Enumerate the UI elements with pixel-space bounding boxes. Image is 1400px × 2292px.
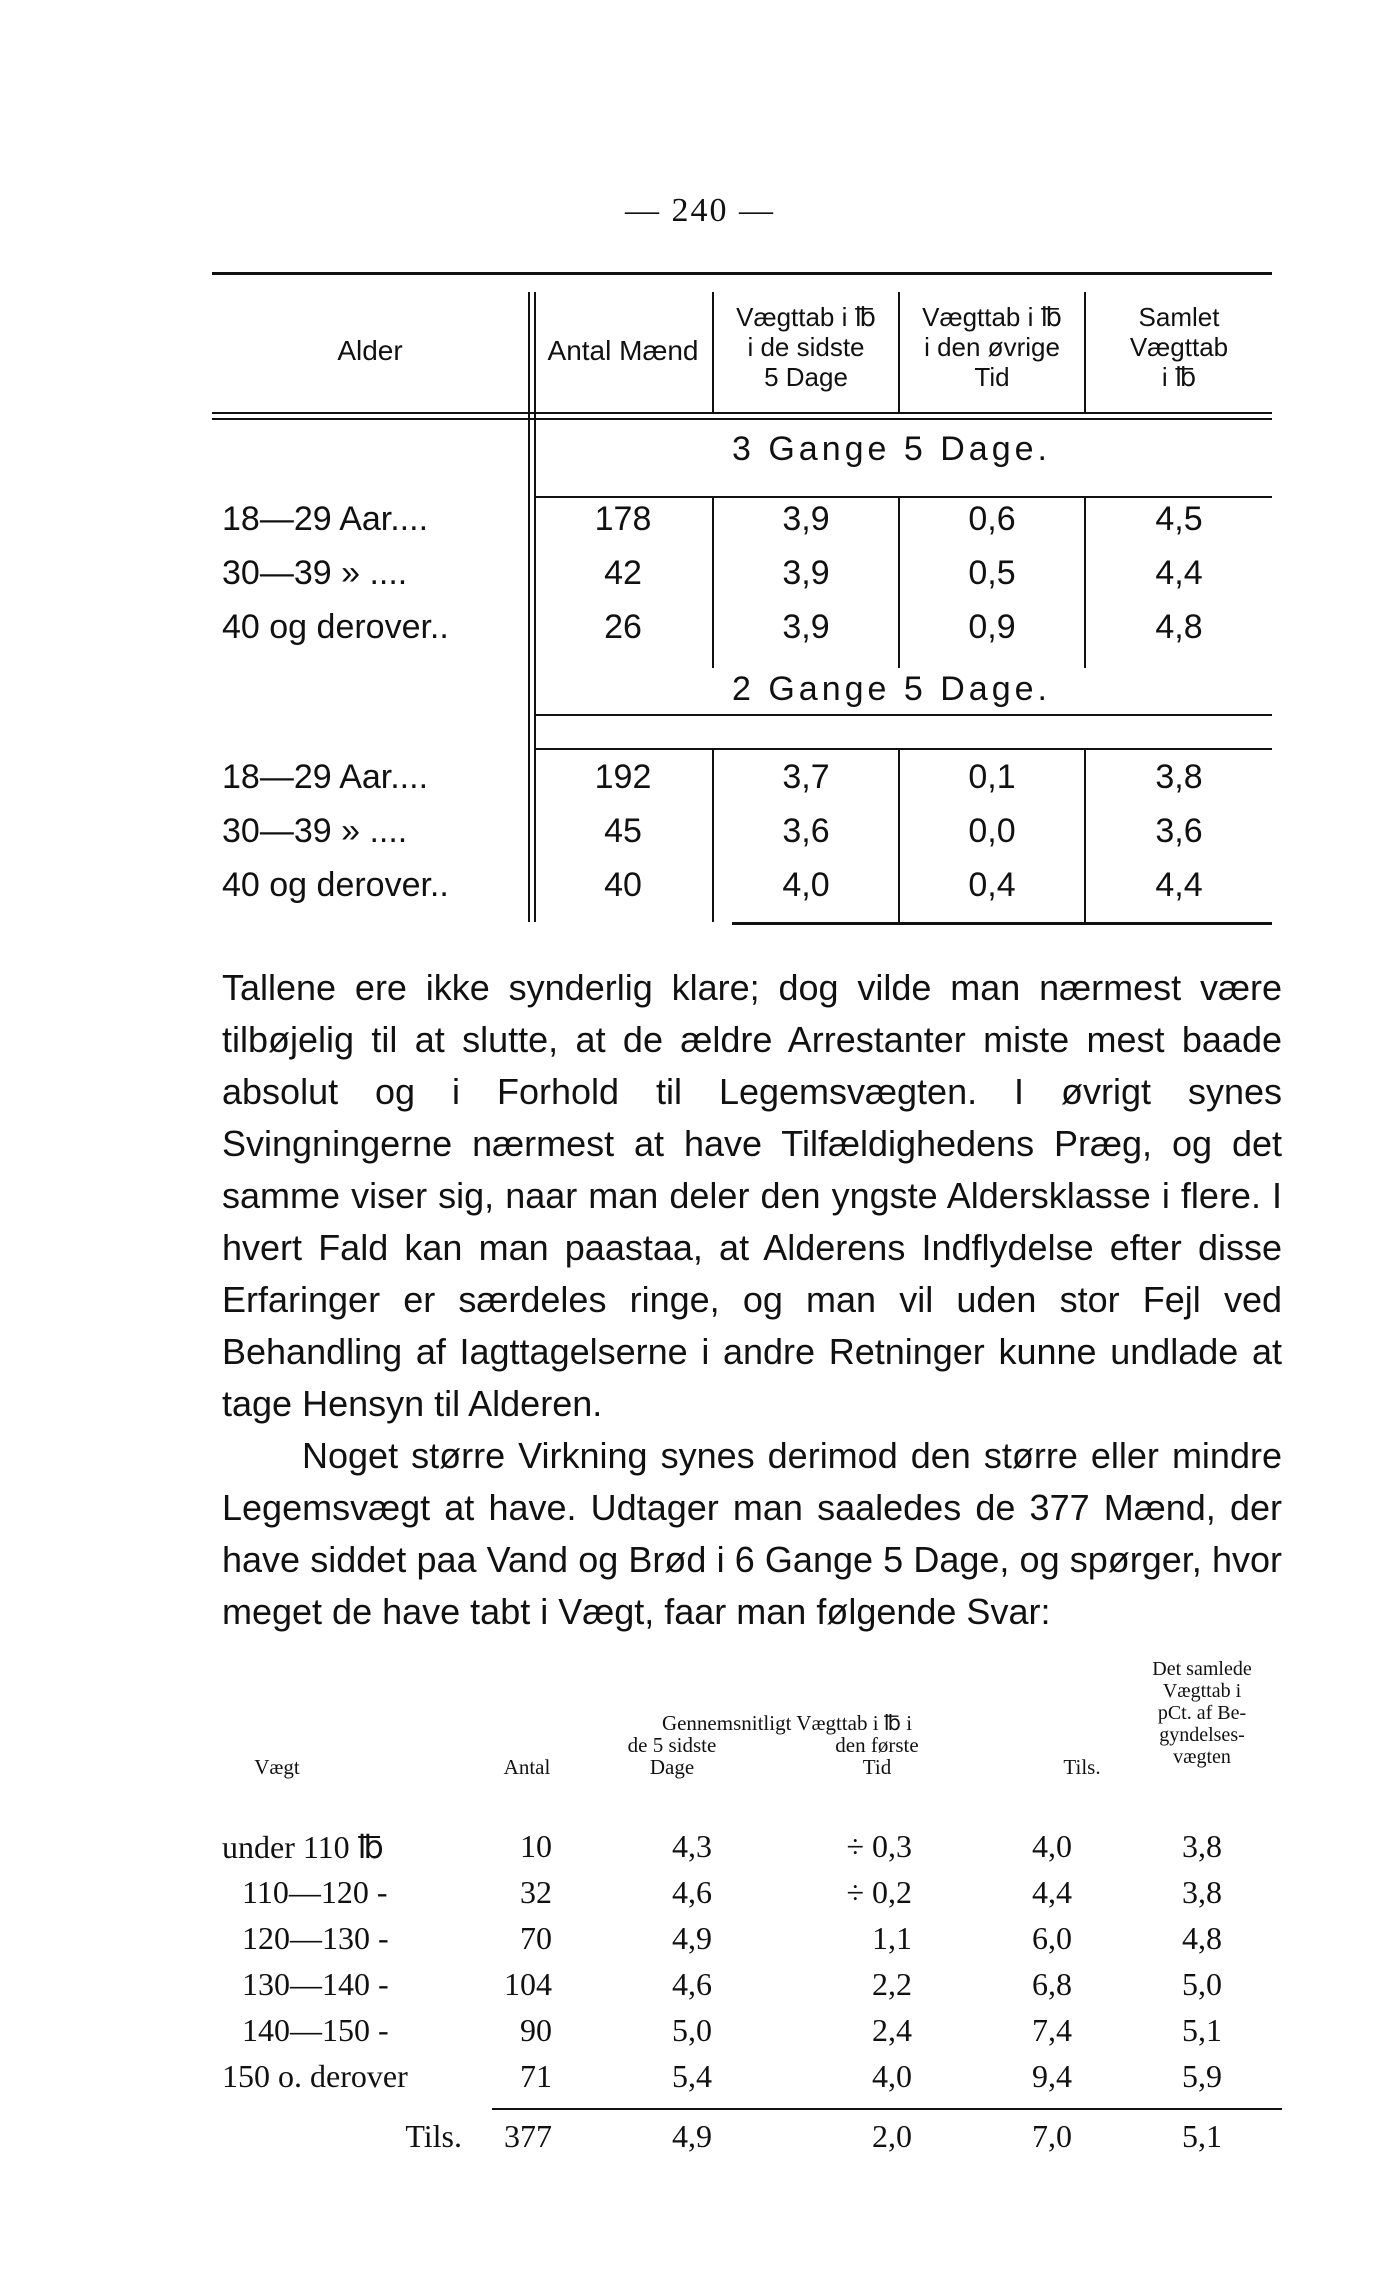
paragraph-2: Noget større Virkning synes derimod den større eller mindre Legemsvægt at have. Udtager man saaledes de 377 Mænd, der have siddet paa Vand og Brød i 6 Gange 5 Dage, og spørger, hvor meget de have tabt i Vægt, faar man følgende Svar: <box>222 1435 1282 1632</box>
loss-rest-cell: 0,5 <box>968 554 1016 592</box>
group-rule <box>534 714 1272 716</box>
header-first-time: den første Tid <box>835 1733 919 1779</box>
total-cell: 4,4 <box>1155 554 1203 592</box>
total-cell: 6,8 <box>1032 1966 1072 2002</box>
total-cell: 9,4 <box>1032 2058 1072 2094</box>
count-cell: 192 <box>594 758 652 796</box>
header-total: Samlet Vægttab i ℔ <box>1129 302 1229 392</box>
last-cell: 4,3 <box>672 1828 712 1864</box>
pct-cell: 5,0 <box>1182 1966 1222 2002</box>
count-cell: 42 <box>604 554 642 592</box>
table-top-rule <box>212 272 1272 275</box>
age-cell: 40 og derover.. <box>222 608 449 646</box>
first-cell: 2,4 <box>872 2012 912 2048</box>
last-cell: 4,6 <box>672 1874 712 1910</box>
first-cell: ÷ 0,3 <box>846 1828 912 1864</box>
pct-cell: 5,9 <box>1182 2058 1222 2094</box>
count-cell: 178 <box>594 500 652 538</box>
group-title: 2 Gange 5 Dage. <box>732 670 1051 708</box>
weight-cell: 110—120 - <box>242 1874 388 1910</box>
loss-last-cell: 3,9 <box>782 554 830 592</box>
loss-last-cell: 3,9 <box>782 608 830 646</box>
count-cell: 26 <box>604 608 642 646</box>
last-cell: 5,0 <box>672 2012 712 2048</box>
loss-last-cell: 4,0 <box>782 866 830 904</box>
first-cell: ÷ 0,2 <box>846 1874 912 1910</box>
pct-cell: 3,8 <box>1182 1874 1222 1910</box>
header-total: Tils. <box>1063 1755 1101 1779</box>
table-bottom-rule <box>732 922 1272 925</box>
count-cell: 70 <box>520 1920 552 1956</box>
total-cell: 3,8 <box>1155 758 1203 796</box>
header-count: Antal <box>503 1755 551 1779</box>
pct-cell: 5,1 <box>1182 2012 1222 2048</box>
age-cell: 40 og derover.. <box>222 866 449 904</box>
totals-first: 2,0 <box>872 2118 912 2154</box>
totals-count: 377 <box>504 2118 552 2154</box>
header-avg-loss: Gennemsnitligt Vægttab i ℔ i <box>661 1711 913 1735</box>
total-cell: 4,0 <box>1032 1828 1072 1864</box>
age-cell: 18—29 Aar.... <box>222 758 429 796</box>
total-cell: 4,5 <box>1155 500 1203 538</box>
paragraph-1: Tallene ere ikke synderlig klare; dog vilde man nærmest være tilbøjelig til at slutte, at de ældre Arrestanter miste mest baade absolut og i Forhold til Legemsvægten. I øvrigt synes Svingningerne nærmest at have Tilfældighedens Præg, og det samme viser sig, naar man deler den yngste Aldersklasse i flere. I hvert Fald kan man paastaa, at Alderens Indflydelse efter disse Erfaringer er særdeles ringe, og man vil uden stor Fejl ved Behandling af Iagttagelserne i andre Retninger kunne undlade at tage Hensyn til Alderen. <box>222 967 1282 1424</box>
weight-cell: 150 o. derover <box>222 2058 408 2094</box>
header-pct: Det samlede Vægttab i pCt. af Be- gyndelses- vægten <box>1152 1658 1252 1768</box>
first-cell: 2,2 <box>872 1966 912 2002</box>
total-cell: 4,4 <box>1032 1874 1072 1910</box>
loss-rest-cell: 0,6 <box>968 500 1016 538</box>
last-cell: 5,4 <box>672 2058 712 2094</box>
loss-rest-cell: 0,1 <box>968 758 1016 796</box>
header-rule-2 <box>212 418 1272 420</box>
totals-total: 7,0 <box>1032 2118 1072 2154</box>
header-last-days: de 5 sidste Dage <box>627 1733 717 1779</box>
count-cell: 10 <box>520 1828 552 1864</box>
total-cell: 4,4 <box>1155 866 1203 904</box>
count-cell: 32 <box>520 1874 552 1910</box>
last-cell: 4,6 <box>672 1966 712 2002</box>
group-title: 3 Gange 5 Dage. <box>732 430 1051 468</box>
header-count: Antal Mænd <box>547 335 699 366</box>
total-cell: 6,0 <box>1032 1920 1072 1956</box>
weight-cell: 140—150 - <box>242 2012 389 2048</box>
count-cell: 90 <box>520 2012 552 2048</box>
total-cell: 4,8 <box>1155 608 1203 646</box>
loss-last-cell: 3,7 <box>782 758 830 796</box>
page-number: — 240 — <box>625 192 775 229</box>
age-cell: 30—39 » .... <box>222 554 408 592</box>
age-cell: 18—29 Aar.... <box>222 500 429 538</box>
total-cell: 7,4 <box>1032 2012 1072 2048</box>
count-cell: 71 <box>520 2058 552 2094</box>
weight-cell: under 110 ℔ <box>222 1829 384 1865</box>
header-rule <box>212 412 1272 414</box>
group-rule <box>534 496 1272 498</box>
totals-pct: 5,1 <box>1182 2118 1222 2154</box>
count-cell: 45 <box>604 812 642 850</box>
pct-cell: 3,8 <box>1182 1828 1222 1864</box>
count-cell: 40 <box>604 866 642 904</box>
loss-rest-cell: 0,9 <box>968 608 1016 646</box>
group-rule <box>534 748 1272 750</box>
header-loss-last: Vægttab i ℔ i de sidste 5 Dage <box>736 302 876 392</box>
loss-rest-cell: 0,4 <box>968 866 1016 904</box>
total-cell: 3,6 <box>1155 812 1203 850</box>
pct-cell: 4,8 <box>1182 1920 1222 1956</box>
loss-last-cell: 3,9 <box>782 500 830 538</box>
weight-cell: 120—130 - <box>242 1920 389 1956</box>
totals-label: Tils. <box>405 2118 462 2154</box>
weight-cell: 130—140 - <box>242 1966 389 2002</box>
totals-last: 4,9 <box>672 2118 712 2154</box>
header-weight: Vægt <box>254 1755 300 1779</box>
loss-last-cell: 3,6 <box>782 812 830 850</box>
first-cell: 1,1 <box>872 1920 912 1956</box>
last-cell: 4,9 <box>672 1920 712 1956</box>
age-cell: 30—39 » .... <box>222 812 408 850</box>
count-cell: 104 <box>504 1966 552 2002</box>
first-cell: 4,0 <box>872 2058 912 2094</box>
header-age: Alder <box>337 335 403 366</box>
sum-rule <box>492 2108 1282 2110</box>
header-loss-rest: Vægttab i ℔ i den øvrige Tid <box>922 302 1062 392</box>
loss-rest-cell: 0,0 <box>968 812 1016 850</box>
